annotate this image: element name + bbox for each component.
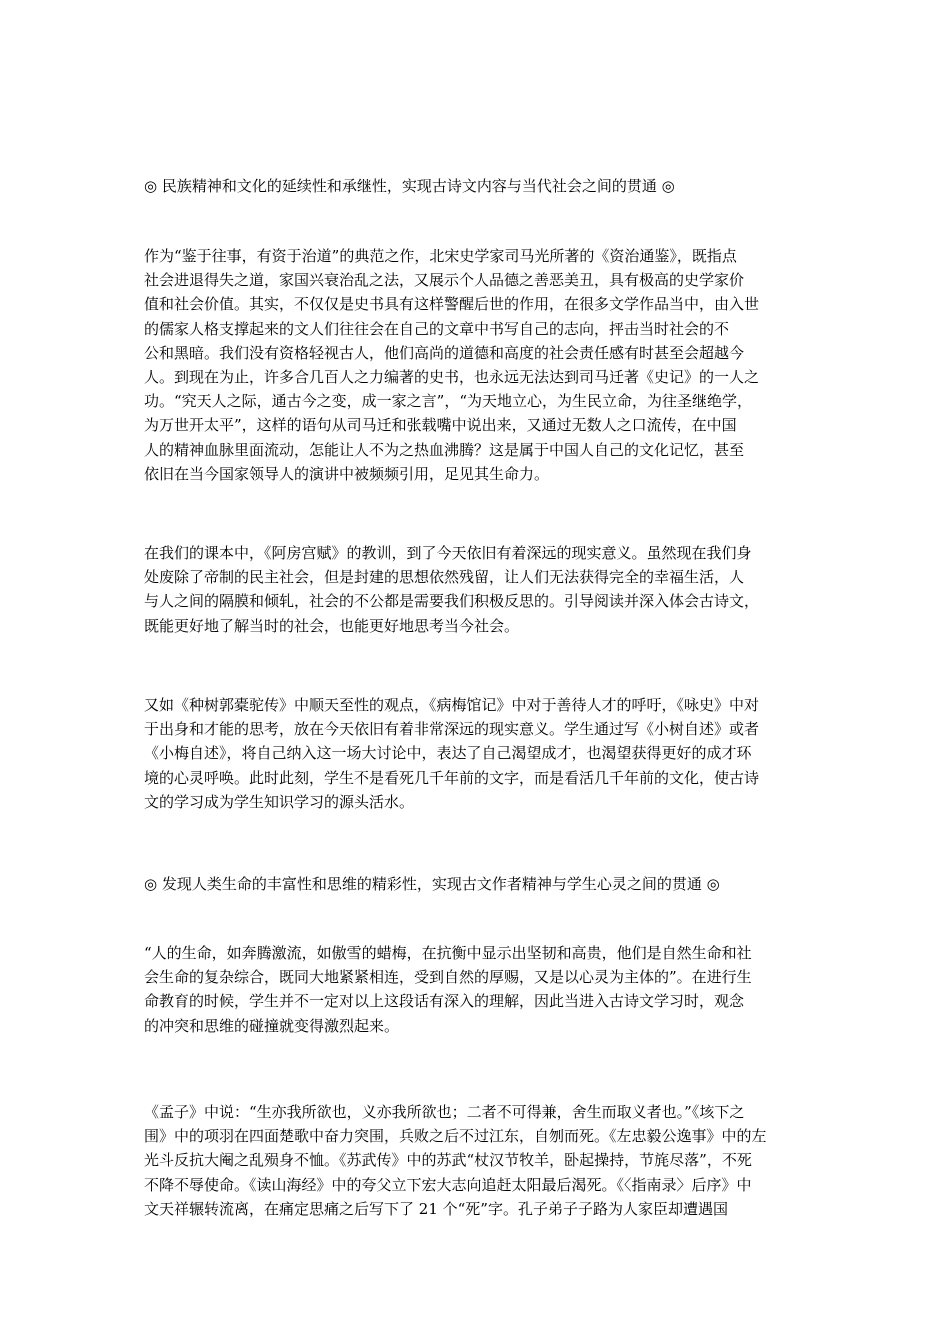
paragraph-line: 处废除了帝制的民主社会，但是封建的思想依然残留，让人们无法获得完全的幸福生活，人 <box>144 568 745 587</box>
paragraph-line: 会生命的复杂综合，既同大地紧紧相连，受到自然的厚赐，又是以心灵为主体的”。在进行生 <box>144 968 752 987</box>
paragraph-line: 境的心灵呼唤。此时此刻，学生不是看死几千年前的文字，而是看活几千年前的文化，使古诗 <box>144 768 760 787</box>
paragraph-line: 公和黑暗。我们没有资格轻视古人，他们高尚的道德和高度的社会责任感有时甚至会超越今 <box>144 343 745 362</box>
paragraph-1 <box>144 244 812 486</box>
paragraph-line: 既能更好地了解当时的社会，也能更好地思考当今社会。 <box>144 616 520 635</box>
paragraph-line: 文的学习成为学生知识学习的源头活水。 <box>144 792 415 811</box>
paragraph-line: 不降不辱使命。《读山海经》中的夸父立下宏大志向追赶太阳最后渴死。《〈指南录〉后序》中 <box>144 1175 752 1194</box>
paragraph-line: 又如《种树郭橐驼传》中顺天至性的观点，《病梅馆记》中对于善待人才的呼吁，《咏史》中对 <box>144 696 760 714</box>
paragraph-line: 在我们的课本中，《阿房宫赋》的教训，到了今天依旧有着深远的现实意义。虽然现在我们身 <box>144 544 752 562</box>
paragraph-line: 作为“鉴于往事，有资于治道”的典范之作，北宋史学家司马光所著的《资治通鉴》，既指点 <box>144 247 737 265</box>
paragraph-line: 与人之间的隔膜和倾轧，社会的不公都是需要我们积极反思的。引导阅读并深入体会古诗文， <box>144 592 760 611</box>
paragraph-line: “人的生命，如奔腾激流，如傲雪的蜡梅，在抗衡中显示出坚韧和高贵，他们是自然生命和社 <box>144 944 752 962</box>
paragraph-line: 命教育的时候，学生并不一定对以上这段话有深入的理解，因此当进入古诗文学习时，观念 <box>144 992 745 1011</box>
paragraph-2 <box>144 541 812 638</box>
section-heading-2: ◎ 发现人类生命的丰富性和思维的精彩性，实现古文作者精神与学生心灵之间的贯通 ◎ <box>144 875 720 893</box>
paragraph-line: 的冲突和思维的碰撞就变得激烈起来。 <box>144 1016 400 1035</box>
paragraph-line: 功。“究天人之际，通古今之变，成一家之言”，“为天地立心，为生民立命，为往圣继绝学， <box>144 392 753 411</box>
paragraph-line: 为万世开太平”，这样的语句从司马迁和张载嘴中说出来，又通过无数人之口流传，在中国 <box>144 416 737 435</box>
paragraph-line: 人的精神血脉里面流动，怎能让人不为之热血沸腾？这是属于中国人自己的文化记忆，甚至 <box>144 440 745 459</box>
paragraph-3 <box>144 693 812 814</box>
paragraph-line: 社会进退得失之道，家国兴衰治乱之法，又展示个人品德之善恶美丑，具有极高的史学家价 <box>144 271 745 290</box>
paragraph-line: 文天祥辗转流离，在痛定思痛之后写下了 21 个“死”字。孔子弟子子路为人家臣却遭遇国 <box>144 1199 728 1218</box>
paragraph-5 <box>144 1100 812 1221</box>
paragraph-line: 《孟子》中说：“生亦我所欲也，义亦我所欲也；二者不可得兼，舍生而取义者也。”《垓下之 <box>144 1103 745 1121</box>
paragraph-line: 的儒家人格支撑起来的文人们往往会在自己的文章中书写自己的志向，抨击当时社会的不 <box>144 319 730 338</box>
paragraph-4 <box>144 941 812 1038</box>
section-heading-1: ◎ 民族精神和文化的延续性和承继性，实现古诗文内容与当代社会之间的贯通 ◎ <box>144 177 675 195</box>
paragraph-line: 于出身和才能的思考，放在今天依旧有着非常深远的现实意义。学生通过写《小树自述》或者 <box>144 720 760 739</box>
paragraph-line: 人。到现在为止，许多合几百人之力编著的史书，也永远无法达到司马迁著《史记》的一人之 <box>144 367 760 386</box>
paragraph-line: 依旧在当今国家领导人的演讲中被频频引用，足见其生命力。 <box>144 464 550 483</box>
paragraph-line: 值和社会价值。其实，不仅仅是史书具有这样警醒后世的作用，在很多文学作品当中，由入世 <box>144 295 760 314</box>
paragraph-line: 围》中的项羽在四面楚歌中奋力突围，兵败之后不过江东，自刎而死。《左忠毅公逸事》中的左 <box>144 1127 767 1146</box>
paragraph-line: 光斗反抗大阉之乱殒身不恤。《苏武传》中的苏武“杖汉节牧羊，卧起操持，节旄尽落”，不死 <box>144 1151 752 1170</box>
paragraph-line: 《小梅自述》，将自己纳入这一场大讨论中，表达了自己渴望成才，也渴望获得更好的成才环 <box>144 744 752 763</box>
